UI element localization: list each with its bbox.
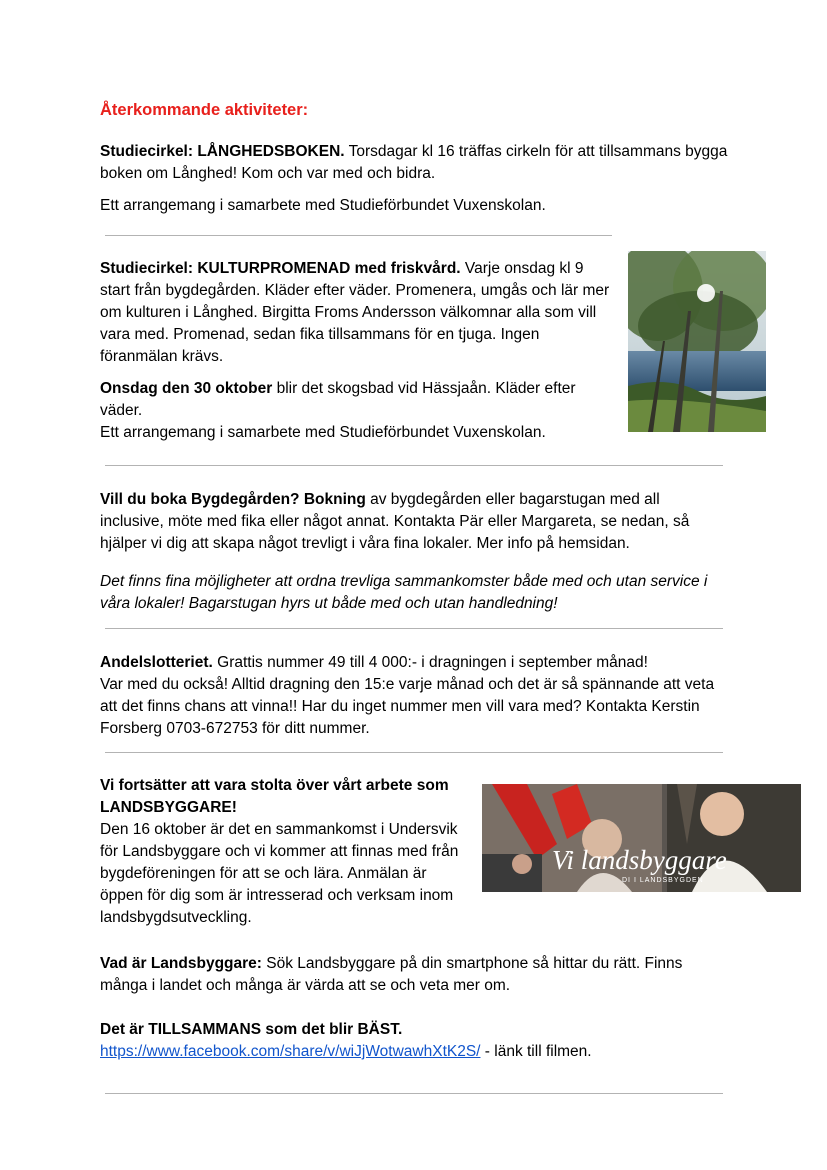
divider bbox=[105, 1093, 723, 1094]
section-lotteri bbox=[100, 652, 732, 740]
divider bbox=[105, 235, 612, 236]
s5-text: Den 16 oktober är det en sammankomst i Undersvik för Landsbyggare och vi kommer att finnas med från bygdeföreningen för att se och lära. Anmälan är öppen för dig som är intresserad och verksam inom landsbygdsutveckling. bbox=[100, 821, 459, 926]
landsbyggare-banner bbox=[482, 784, 801, 892]
divider bbox=[105, 752, 723, 753]
s3-text: av bygdegården eller bagarstugan med all inclusive, möte med fika eller något annat. Kontakta Pär eller Margareta, se nedan, så hjälper vi dig att skapa något trevligt i våra fina lokaler. Mer info på hemsidan. bbox=[100, 491, 690, 552]
banner-title: Vi landsbyggare bbox=[552, 845, 727, 875]
s2-text: Varje onsdag kl 9 start från bygdegården. Kläder efter väder. Promenera, umgås och lär mer om kulturen i Långhed. Birgitta Froms Andersson välkomnar alla som vill vara med. Promenad, sedan fika tillsammans för en tjuga. Ingen föranmälan krävs. bbox=[100, 260, 610, 365]
s6-text: Sök Landsbyggare på din smartphone så hittar du rätt. Finns många i landet och många är värda att se och veta mer om. bbox=[100, 955, 683, 994]
s7-title: Det är TILLSAMMANS som det blir BÄST. bbox=[100, 1021, 403, 1038]
section-langhedsboken bbox=[100, 141, 730, 217]
s2-note: Ett arrangemang i samarbete med Studieförbundet Vuxenskolan. bbox=[100, 424, 546, 441]
s4-text: Grattis nummer 49 till 4 000:- i dragningen i september månad! bbox=[212, 654, 648, 671]
section-landsbyggare bbox=[100, 775, 472, 929]
facebook-link[interactable]: https://www.facebook.com/share/v/wiJjWotwawhXtK2S/ bbox=[100, 1043, 481, 1060]
s4-title: Andelslotteriet. bbox=[100, 654, 213, 671]
s3-title: Vill du boka Bygdegården? Bokning bbox=[100, 491, 366, 508]
s1-title: Studiecirkel: LÅNGHEDSBOKEN. bbox=[100, 143, 345, 160]
section-kulturpromenad bbox=[100, 258, 615, 444]
s2-date: Onsdag den 30 oktober bbox=[100, 380, 273, 397]
divider bbox=[105, 465, 723, 466]
s4-text2: Var med du också! Alltid dragning den 15:e varje månad och det är så spännande att veta att det finns chans att vinna!! Har du inget nummer men vill vara med? Kontakta Kerstin Forsberg 0703-672753 för ditt nummer. bbox=[100, 676, 715, 737]
s1-note: Ett arrangemang i samarbete med Studieförbundet Vuxenskolan. bbox=[100, 197, 546, 214]
section-tillsammans bbox=[100, 1019, 732, 1063]
section-vad-ar bbox=[100, 953, 732, 997]
banner-subtitle: DI I LANDSBYGDEN bbox=[622, 877, 704, 884]
s2-title: Studiecirkel: KULTURPROMENAD med friskvård. bbox=[100, 260, 461, 277]
s1-text: Torsdagar kl 16 träffas cirkeln för att tillsammans bygga boken om Långhed! Kom och var med och bidra. bbox=[100, 143, 728, 182]
s2-text2: blir det skogsbad vid Hässjaån. Kläder efter väder. bbox=[100, 380, 576, 419]
s3-italic: Det finns fina möjligheter att ordna trevliga sammankomster både med och utan service i våra lokaler! Bagarstugan hyrs ut både med och utan handledning! bbox=[100, 573, 708, 612]
page-heading: Återkommande aktiviteter: bbox=[100, 101, 309, 119]
s6-title: Vad är Landsbyggare: bbox=[100, 955, 262, 972]
section-booking bbox=[100, 489, 725, 615]
divider bbox=[105, 628, 723, 629]
forest-photo bbox=[628, 251, 766, 432]
s7-after: - länk till filmen. bbox=[480, 1043, 592, 1060]
s5-title: Vi fortsätter att vara stolta över vårt arbete som LANDSBYGGARE! bbox=[100, 777, 449, 816]
